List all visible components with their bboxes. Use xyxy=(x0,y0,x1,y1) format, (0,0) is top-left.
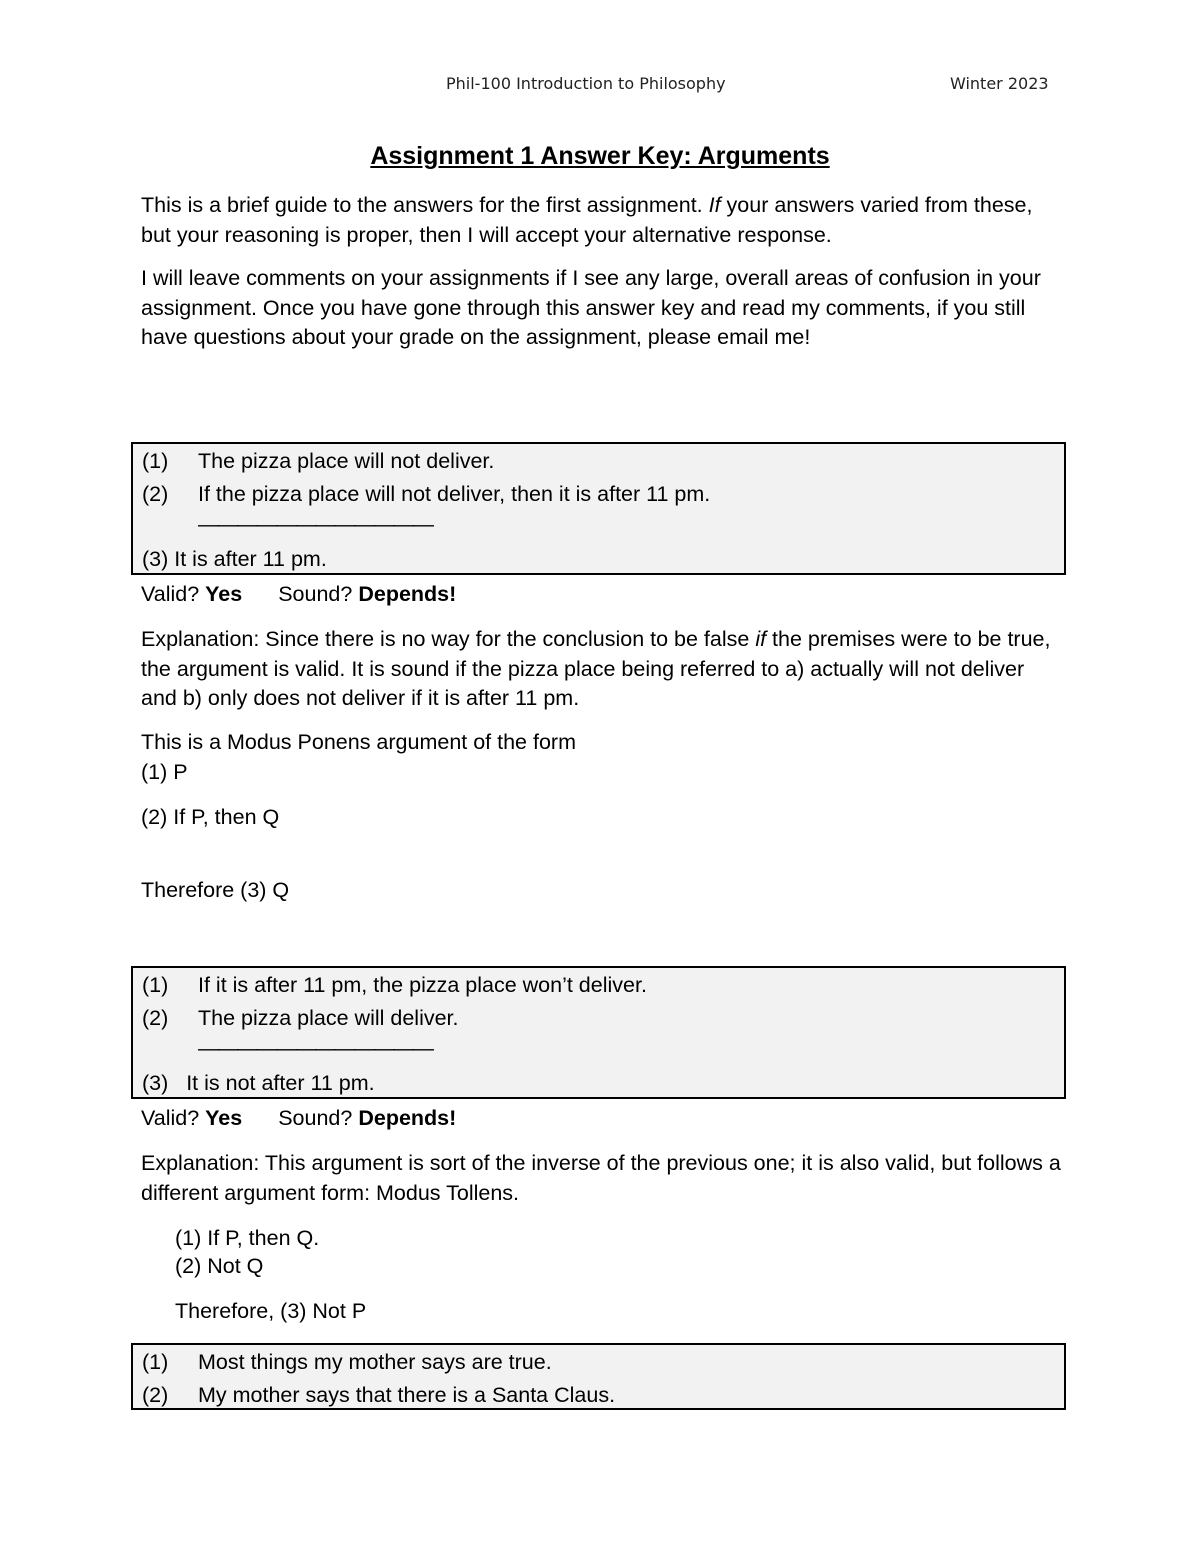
explanation-italic: if xyxy=(755,627,767,651)
intro-p1-end: your answers varied from these, but your reasoning is proper, then I will accept your alternative response. xyxy=(141,193,1033,247)
premise-text: If the pizza place will not deliver, then it is after 11 pm. xyxy=(198,482,711,506)
argument-1-form-line-1: (1) P xyxy=(141,760,188,784)
premise-number: (1) xyxy=(142,973,169,997)
argument-1-box xyxy=(131,442,1066,575)
premise-number: (1) xyxy=(142,1350,169,1374)
sound-question: Sound? xyxy=(278,582,353,606)
explanation-end: the premises were to be true, the argument is valid. It is sound if the pizza place being referred to a) actually will not deliver and b) only does not deliver if it is after 11 pm. xyxy=(141,627,1051,710)
sound-answer: Depends! xyxy=(358,582,457,606)
argument-2-inference-rule: ———————————— xyxy=(198,1036,432,1060)
argument-2-explanation: Explanation: This argument is sort of the inverse of the previous one; it is also valid, but follows a different argument form: Modus Tollens. xyxy=(141,1151,1061,1205)
premise-text: The pizza place will not deliver. xyxy=(198,449,495,473)
intro-p1-italic: If xyxy=(708,193,721,217)
sound-question: Sound? xyxy=(278,1106,353,1130)
premise-text: My mother says that there is a Santa Claus. xyxy=(198,1383,616,1407)
argument-1-form-line-3: Therefore (3) Q xyxy=(141,878,290,902)
premise-text: Most things my mother says are true. xyxy=(198,1350,552,1374)
valid-answer: Yes xyxy=(205,582,243,606)
intro-p1-start: This is a brief guide to the answers for the first assignment. xyxy=(141,193,709,217)
premise-number: (2) xyxy=(142,482,169,506)
premise-text: The pizza place will deliver. xyxy=(198,1006,459,1030)
explanation-start: Explanation: Since there is no way for the conclusion to be false xyxy=(141,627,756,651)
argument-2-box xyxy=(131,966,1066,1099)
premise-text: If it is after 11 pm, the pizza place won’t deliver. xyxy=(198,973,647,997)
valid-answer: Yes xyxy=(205,1106,243,1130)
premise-number: (2) xyxy=(142,1006,169,1030)
argument-2-form-line-1: (1) If P, then Q. xyxy=(175,1226,320,1250)
header-term: Winter 2023 xyxy=(950,74,1049,93)
argument-1-verdict xyxy=(141,580,456,609)
valid-question: Valid? xyxy=(141,582,200,606)
premise-number: (2) xyxy=(142,1383,169,1407)
argument-3-box xyxy=(131,1343,1066,1410)
header-course: Phil-100 Introduction to Philosophy xyxy=(446,74,726,93)
page-title: Assignment 1 Answer Key: Arguments xyxy=(370,142,830,170)
argument-1-inference-rule: ———————————— xyxy=(198,512,432,536)
intro-paragraph-2: I will leave comments on your assignments if I see any large, overall areas of confusion in your assignment. Once you have gone through this answer key and read my comments, if you still have questions about your grade on the assignment, please email me! xyxy=(141,266,1041,349)
sound-answer: Depends! xyxy=(358,1106,457,1130)
argument-1-conclusion: (3) It is after 11 pm. xyxy=(142,547,327,571)
argument-1-form-line-2: (2) If P, then Q xyxy=(141,805,280,829)
argument-2-form-line-2: (2) Not Q xyxy=(175,1254,264,1278)
valid-question: Valid? xyxy=(141,1106,200,1130)
argument-1-form-intro: This is a Modus Ponens argument of the form xyxy=(141,730,576,754)
premise-number: (1) xyxy=(142,449,169,473)
intro-paragraph-1 xyxy=(141,191,1061,250)
argument-1-explanation xyxy=(141,625,1061,714)
argument-2-conclusion: (3) It is not after 11 pm. xyxy=(142,1071,375,1095)
argument-2-verdict xyxy=(141,1104,456,1133)
argument-2-form-line-3: Therefore, (3) Not P xyxy=(175,1299,367,1323)
